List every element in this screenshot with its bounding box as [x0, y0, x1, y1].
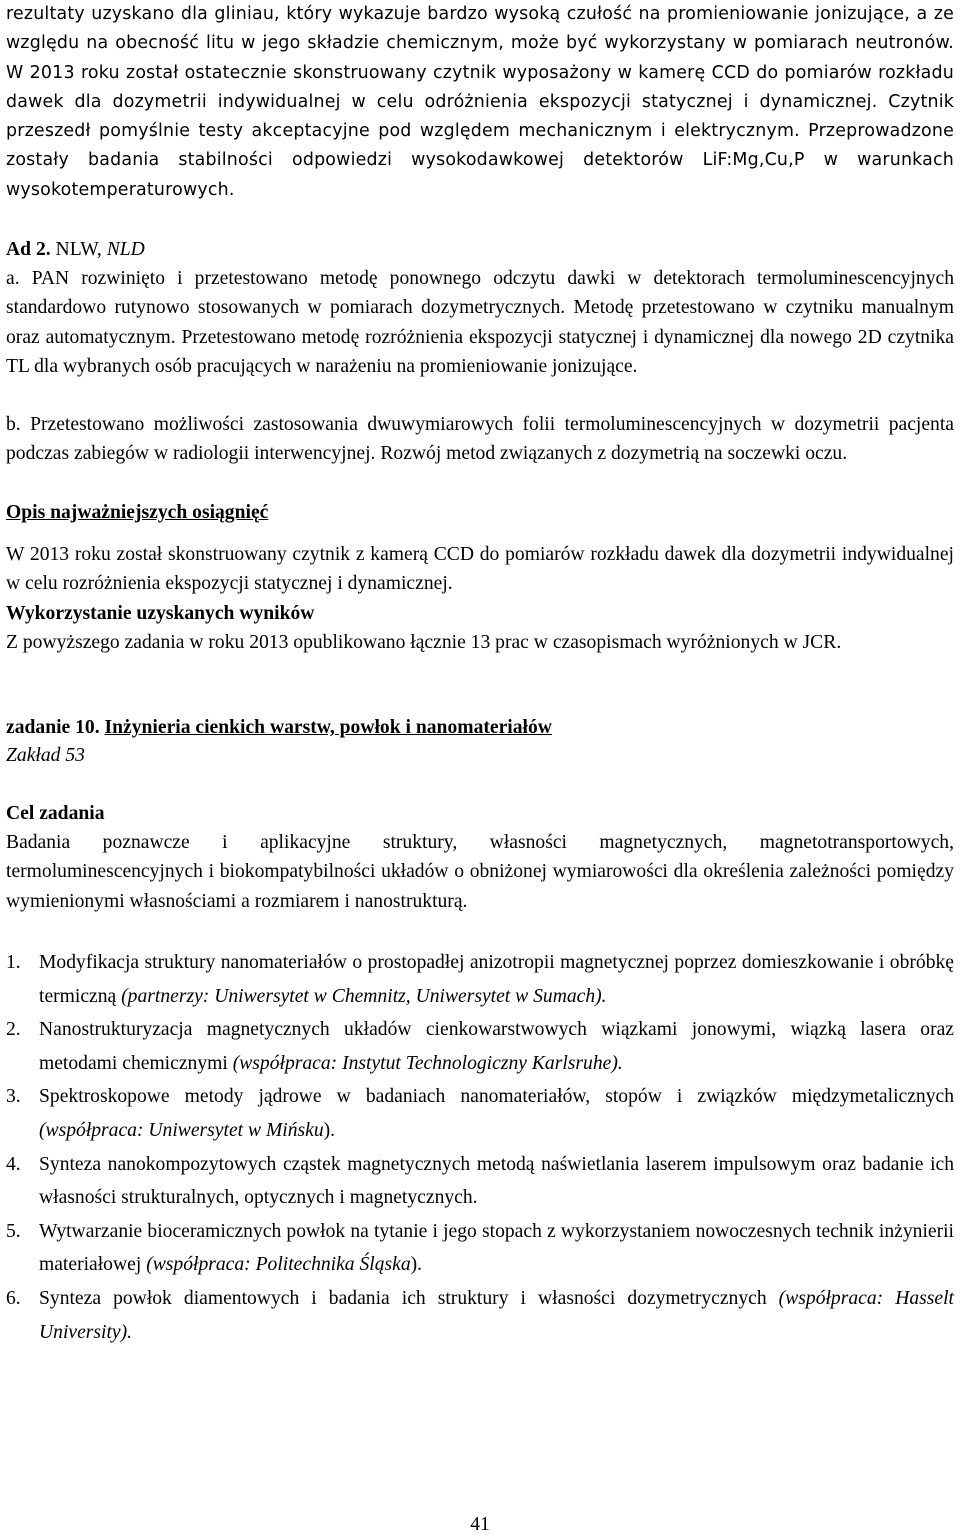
list-item: 2. Nanostrukturyzacja magnetycznych układów cienkowarstwowych wiązkami jonowymi, wiązką lasera oraz metodami chemicznymi (współpraca: Instytut Technologiczny Karlsruhe). — [6, 1019, 954, 1074]
item-a-letter: a. — [6, 268, 20, 289]
item-a-paragraph — [6, 264, 954, 381]
item-b-letter: b. — [6, 414, 21, 435]
item-a-text: PAN rozwinięto i przetestowano metodę ponownego odczytu dawki w detektorach termoluminescencyjnych standardowo rutynowo stosowanych w pomiarach dozymetrycznych. Metodę przetestowano w czytniku manualnym oraz automatycznym. Przetestowano metodę rozróżnienia ekspozycji statycznej i dynamicznej dla nowego 2D czytnika TL dla wybranych osób pracujących w narażeniu na promieniowanie jonizujące. — [6, 268, 955, 377]
objectives-list — [6, 946, 954, 1349]
list-item: 3. Spektroskopowe metody jądrowe w badaniach nanomateriałów, stopów i związków międzymetalicznych (współpraca: Uniwersytet w Mińsku). — [6, 1086, 954, 1141]
goal-text: Badania poznawcze i aplikacyjne struktury, własności magnetycznych, magnetotransportowych, termoluminescencyjnych i biokompatybilności układów o obniżonej wymiarowości dla określenia zależności pomiędzy wymienionymi własnościami a rozmiarem i nanostrukturą. — [6, 832, 954, 912]
ad2-label: Ad 2. — [6, 239, 51, 260]
list-item: 6. Synteza powłok diamentowych i badania ich struktury i własności dozymetrycznych (współpraca: Hasselt University). — [6, 1287, 954, 1343]
usage-heading: Wykorzystanie uzyskanych wyników — [6, 603, 315, 624]
task10-title-line — [6, 713, 954, 742]
task10-department: Zakład 53 — [6, 745, 85, 766]
intro-paragraph — [6, 0, 954, 205]
list-item: 4. Synteza nanokompozytowych cząstek magnetycznych metodą naświetlania laserem impulsowym oraz badanie ich własności strukturalnych, optycznych i magnetycznych. — [6, 1153, 954, 1209]
page-number: 41 — [470, 1514, 490, 1535]
achievements-text: W 2013 roku został skonstruowany czytnik z kamerą CCD do pomiarów rozkładu dawek dla dozymetrii indywidualnej w celu rozróżnienia ekspozycji statycznej i dynamicznej. — [6, 544, 954, 595]
task10-prefix: zadanie 10. — [6, 717, 105, 738]
achievements-heading: Opis najważniejszych osiągnięć — [6, 502, 269, 523]
ad2-line — [6, 235, 954, 264]
usage-text: Z powyższego zadania w roku 2013 opublikowano łącznie 13 prac w czasopismach wyróżnionych w JCR. — [6, 632, 842, 653]
ad2-italic: NLD — [106, 239, 145, 260]
item-b-paragraph — [6, 410, 954, 469]
goal-heading: Cel zadania — [6, 803, 105, 824]
ad2-normal: NLW, — [50, 239, 107, 260]
list-item: 1. Modyfikacja struktury nanomateriałów o prostopadłej anizotropii magnetycznej poprzez domieszkowanie i obróbkę termiczną (partnerzy: Uniwersytet w Chemnitz, Uniwersytet w Sumach). — [6, 952, 954, 1007]
intro-text: rezultaty uzyskano dla gliniau, który wykazuje bardzo wysoką czułość na promieniowanie jonizujące, a ze względu na obecność litu w jego składzie chemicznym, może być wykorzystany w pomiarach neutronów. W 2013 roku został ostatecznie skonstruowany czytnik wyposażony w kamerę CCD do pomiarów rozkładu dawek dla dozymetrii indywidualnej w celu odróżnienia ekspozycji statycznej i dynamicznej. Czytnik przeszedł pomyślnie testy akceptacyjne pod względem mechanicznym i elektrycznym. Przeprowadzone zostały badania stabilności odpowiedzi wysokodawkowej detektorów LiF:Mg,Cu,P w warunkach wysokotemperaturowych. — [6, 4, 954, 200]
item-b-text: Przetestowano możliwości zastosowania dwuwymiarowych folii termoluminescencyjnych w dozymetrii pacjenta podczas zabiegów w radiologii interwencyjnej. Rozwój metod związanych z dozymetrią na soczewki oczu. — [6, 414, 954, 465]
task10-title: Inżynieria cienkich warstw, powłok i nanomateriałów — [104, 717, 552, 738]
list-item: 5. Wytwarzanie bioceramicznych powłok na tytanie i jego stopach z wykorzystaniem nowoczesnych technik inżynierii materiałowej (współpraca: Politechnika Śląska). — [6, 1220, 954, 1276]
